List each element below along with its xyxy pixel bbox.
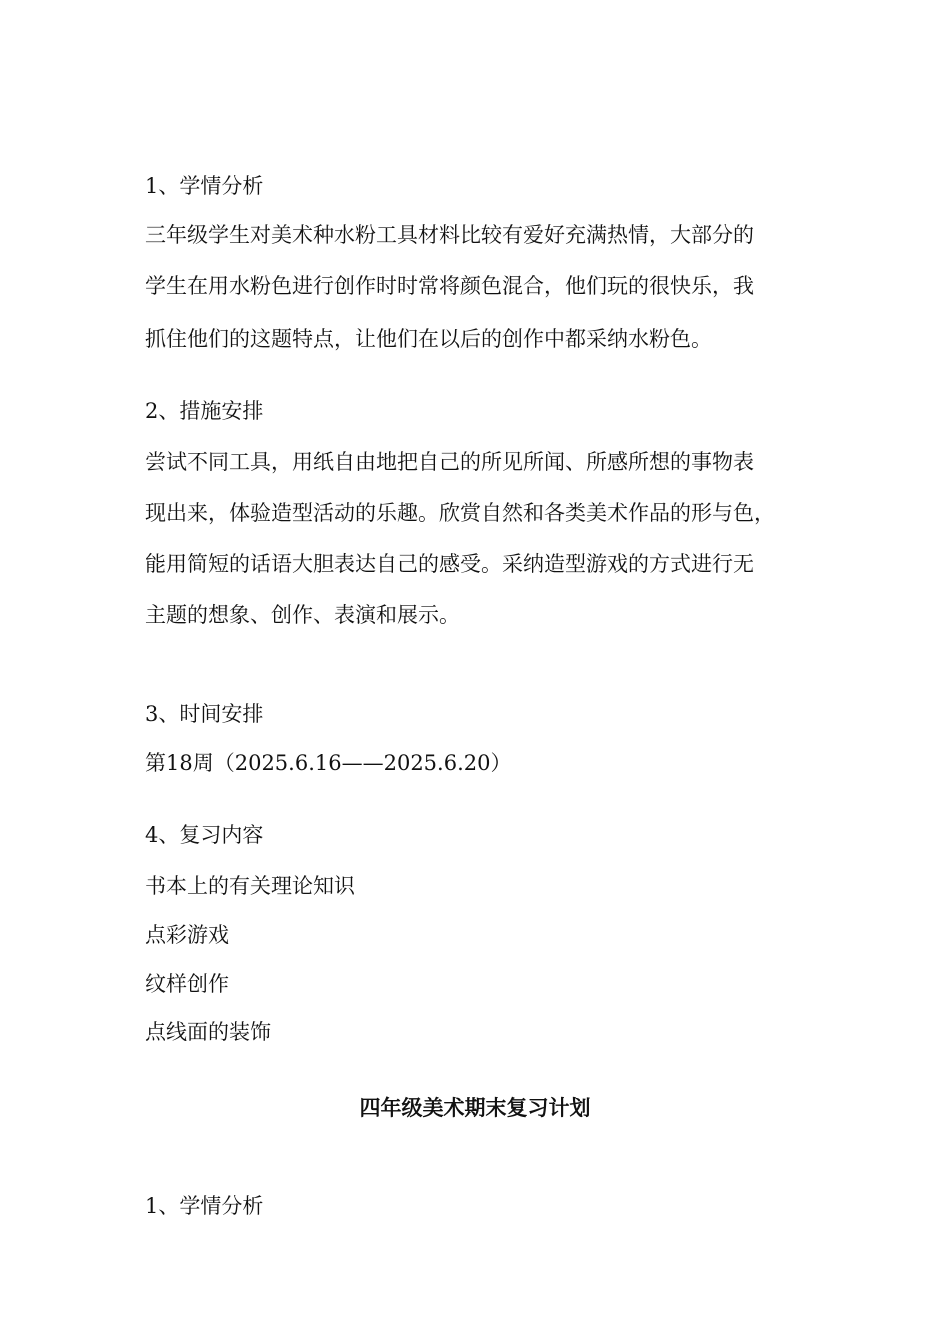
review-item-2: 点彩游戏 (145, 923, 229, 947)
review-item-1: 书本上的有关理论知识 (145, 874, 355, 898)
section-4-heading: 4、复习内容 (145, 823, 264, 847)
section-2-paragraph-line-4: 主题的想象、创作、表演和展示。 (145, 603, 460, 627)
section-2-paragraph-line-2: 现出来，体验造型活动的乐趣。欣赏自然和各类美术作品的形与色， (145, 501, 775, 525)
section-2-paragraph-line-1: 尝试不同工具，用纸自由地把自己的所见所闻、所感所想的事物表 (145, 450, 754, 474)
next-plan-title: 四年级美术期末复习计划 (359, 1096, 591, 1120)
section-1-paragraph-line-1: 三年级学生对美术种水粉工具材料比较有爱好充满热情，大部分的 (145, 223, 754, 247)
next-plan-first-heading: 1、学情分析 (145, 1194, 264, 1218)
section-3-paragraph-line-1: 第18周（2025.6.16——2025.6.20） (145, 751, 512, 775)
section-2-heading: 2、措施安排 (145, 399, 264, 423)
section-3-heading: 3、时间安排 (145, 702, 264, 726)
review-item-3: 纹样创作 (145, 972, 229, 996)
section-2-paragraph-line-3: 能用简短的话语大胆表达自己的感受。采纳造型游戏的方式进行无 (145, 552, 754, 576)
section-1-heading: 1、学情分析 (145, 174, 264, 198)
section-1-paragraph-line-2: 学生在用水粉色进行创作时时常将颜色混合，他们玩的很快乐，我 (145, 274, 754, 298)
section-1-paragraph-line-3: 抓住他们的这题特点，让他们在以后的创作中都采纳水粉色。 (145, 327, 712, 351)
review-item-4: 点线面的装饰 (145, 1020, 271, 1044)
